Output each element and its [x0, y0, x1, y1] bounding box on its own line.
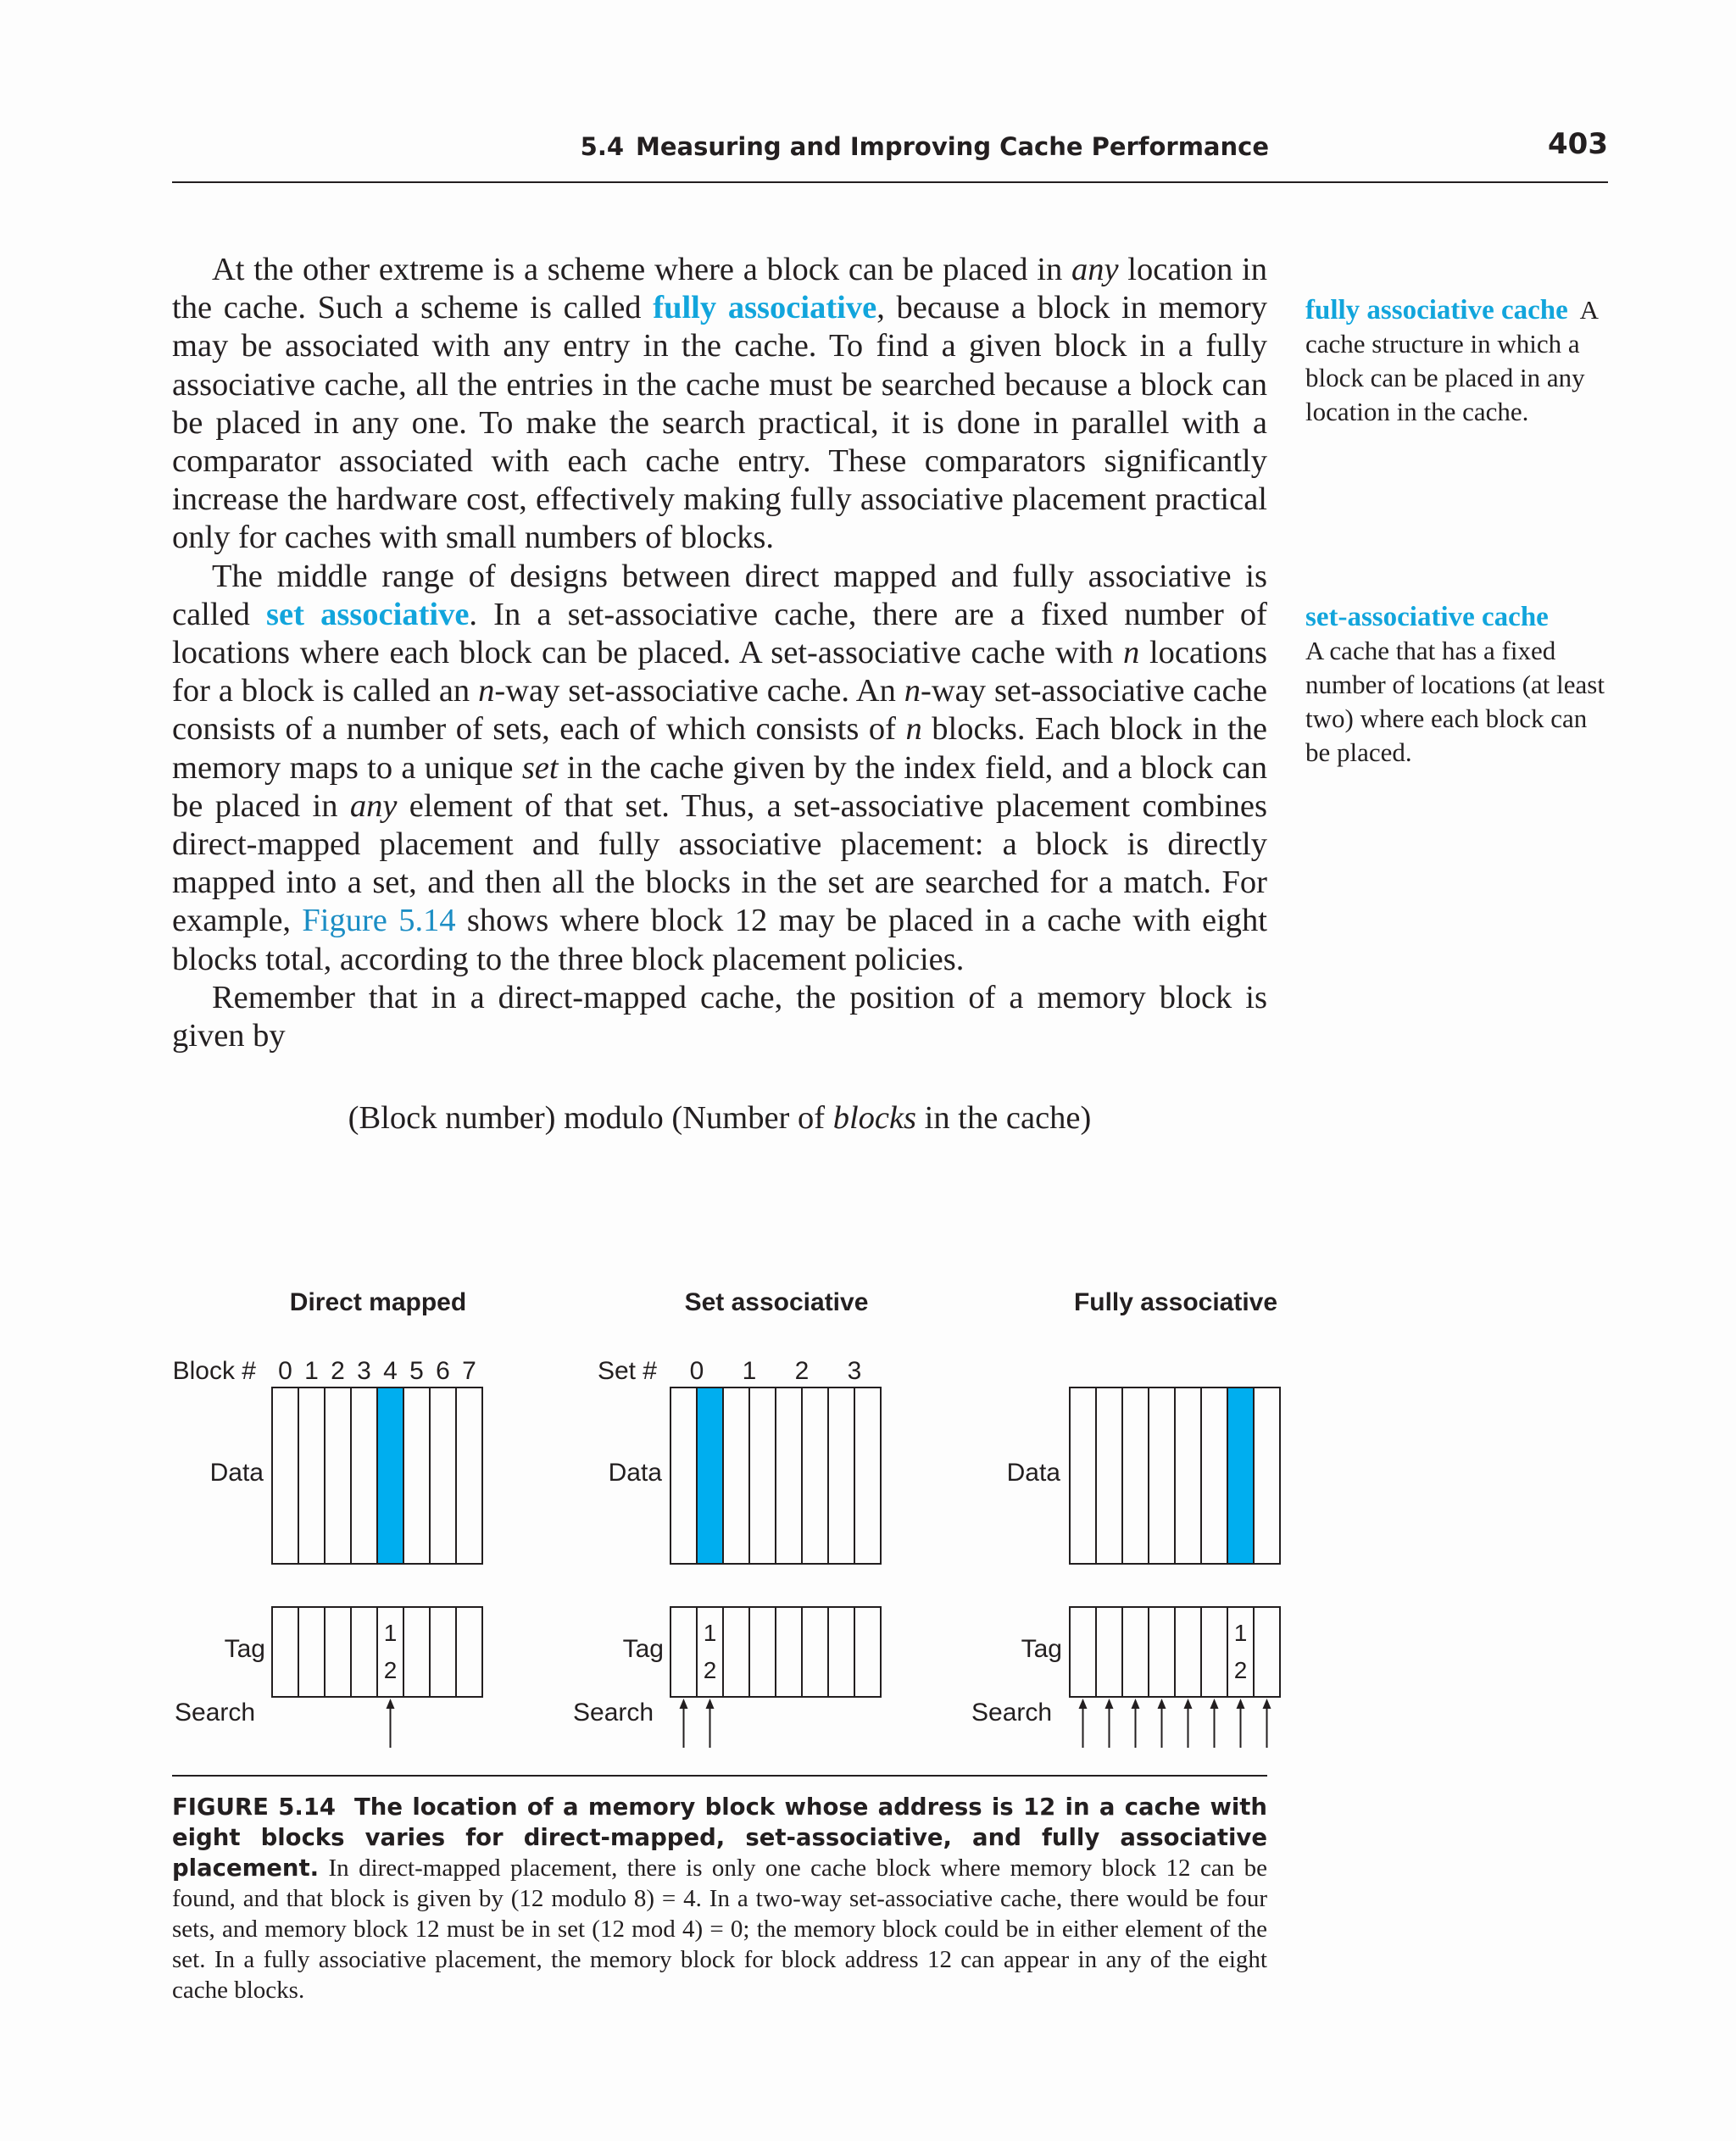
- index-number: 5: [409, 1357, 424, 1385]
- index-number: 4: [383, 1357, 398, 1385]
- search-arrow-head: [1210, 1699, 1219, 1709]
- paragraph-1: [172, 251, 1267, 558]
- data-label: Data: [1006, 1459, 1060, 1487]
- tag-digit: 2: [383, 1657, 398, 1683]
- paragraph-3: [172, 979, 1267, 1055]
- text-run: locations for a block is called an: [172, 635, 1267, 709]
- tag-label: Tag: [1021, 1635, 1062, 1663]
- header-section-number: 5.4: [580, 132, 625, 161]
- data-label: Data: [209, 1459, 264, 1487]
- search-label: Search: [971, 1699, 1053, 1727]
- glossary-term: set-associative cache: [1305, 602, 1549, 632]
- caption-label: FIGURE 5.14: [172, 1793, 337, 1821]
- search-arrow-head: [1105, 1699, 1114, 1709]
- data-label: Data: [608, 1459, 662, 1487]
- text-run: in the cache): [916, 1100, 1092, 1137]
- index-number: 3: [357, 1357, 371, 1385]
- search-arrow-head: [706, 1699, 715, 1709]
- tag-digit: 1: [383, 1620, 398, 1646]
- highlighted-block: [697, 1387, 723, 1564]
- body-text: [172, 251, 1267, 1137]
- search-label: Search: [573, 1699, 654, 1727]
- paragraph-2: [172, 558, 1267, 979]
- running-header: [172, 127, 1608, 183]
- search-label: Search: [175, 1699, 256, 1727]
- caption-bold-text: The location of a memory block whose address is 12 in a cache with eight blocks varies for direct-mapped, set-associative, and fully associative placement.: [172, 1793, 1267, 1882]
- text-run: (Block number) modulo (Number of: [348, 1100, 833, 1137]
- caption-text: In direct-mapped placement, there is only one cache block where memory block 12 can be found, and that block is given by (12 modulo 8) = 4. In a two-way set-associative cache, there would be four sets, and memory block 12 must be in set (12 mod 4) = 0; the memory block could be in either element of the set. In a fully associative placement, the memory block for block address 12 can appear in any of the eight cache blocks.: [172, 1855, 1267, 2004]
- text-run: -way set-associative cache consists of a number of sets, each of which consists of: [172, 673, 1267, 748]
- math-n: n: [1123, 635, 1140, 671]
- search-arrow-head: [1158, 1699, 1166, 1709]
- text-run: location in the cache. Such a scheme is called: [172, 252, 1267, 326]
- math-n: n: [478, 673, 495, 709]
- glossary-entry-fully-associative: [1305, 293, 1611, 429]
- tag-digit: 2: [1233, 1657, 1248, 1683]
- emphasis: any: [349, 787, 398, 824]
- index-number: 7: [462, 1357, 476, 1385]
- search-arrow-head: [387, 1699, 395, 1709]
- index-label: Block #: [172, 1357, 256, 1385]
- figure-reference-link[interactable]: Figure 5.14: [302, 903, 456, 939]
- tag-label: Tag: [622, 1635, 664, 1663]
- emphasis: any: [1071, 252, 1119, 287]
- index-number: 3: [847, 1357, 862, 1385]
- figure-caption: [172, 1775, 1267, 2005]
- header-section-title: Measuring and Improving Cache Performance: [636, 132, 1269, 161]
- text-run: At the other extreme is a scheme where a block can be placed in: [212, 252, 1071, 287]
- text-run: in the cache given by the index field, and a block can be placed in: [172, 749, 1267, 824]
- panel-title: Direct mapped: [289, 1288, 467, 1316]
- text-run: shows where block 12 may be placed in a cache with eight blocks total, according to the three block placement policies.: [172, 903, 1267, 977]
- math-n: n: [904, 673, 921, 709]
- text-run: . In a set-associative cache, there are a fixed number of locations where each block can be placed. A set-associative cache with: [172, 596, 1267, 671]
- tag-digit: 2: [703, 1657, 717, 1683]
- index-number: 1: [742, 1357, 757, 1385]
- search-arrow-head: [1132, 1699, 1140, 1709]
- text-run: Remember that in a direct-mapped cache, the position of a memory block is given by: [172, 979, 1267, 1054]
- index-number: 1: [304, 1357, 319, 1385]
- text-run: element of that set. Thus, a set-associative placement combines direct-mapped placement and fully associative placement: a block is directly mapped into a set, and then all the blocks in the set are searched for a match. For example,: [172, 787, 1268, 939]
- search-arrow-head: [1237, 1699, 1245, 1709]
- glossary-definition: A cache structure in which a block can be placed in any location in the cache.: [1305, 295, 1598, 426]
- text-run: blocks. Each block in the memory maps to a unique: [172, 711, 1267, 786]
- cache-placement-diagram: [0, 1263, 1736, 1755]
- text-run: -way set-associative cache. An: [494, 673, 904, 709]
- panel-title: Fully associative: [1073, 1288, 1278, 1316]
- text-run: , because a block in memory may be associated with any entry in the cache. To find a given block in a fully associative cache, all the entries in the cache must be searched because a block can be placed in any one. To make the search practical, it is done in parallel with a comparator associated with each cache entry. These comparators significantly increase the hardware cost, effectively making fully associative placement practical only for caches with small numbers of blocks.: [172, 290, 1267, 556]
- tag-label: Tag: [224, 1635, 265, 1663]
- header-title: [581, 132, 1269, 161]
- emphasis: blocks: [832, 1100, 917, 1137]
- glossary-definition: A cache that has a fixed number of locations (at least two) where each block can be placed.: [1305, 636, 1605, 767]
- index-number: 6: [436, 1357, 450, 1385]
- index-number: 0: [278, 1357, 292, 1385]
- keyword-set-associative: set associative: [266, 596, 470, 632]
- math-n: n: [905, 711, 922, 748]
- highlighted-block: [377, 1387, 403, 1564]
- page-number: 403: [1548, 127, 1608, 161]
- search-arrow-head: [1079, 1699, 1088, 1709]
- index-number: 2: [794, 1357, 810, 1385]
- panel-title: Set associative: [684, 1288, 869, 1316]
- search-arrow-head: [1184, 1699, 1193, 1709]
- glossary-entry-set-associative: [1305, 600, 1611, 770]
- modulo-formula: [172, 1099, 1267, 1137]
- index-number: 0: [689, 1357, 704, 1385]
- search-arrow-head: [1263, 1699, 1271, 1709]
- glossary-term: fully associative cache: [1305, 295, 1568, 325]
- figure-5-14: [0, 1263, 1736, 1755]
- text-run: The middle range of designs between direct mapped and fully associative is called: [172, 558, 1267, 632]
- tag-digit: 1: [1233, 1620, 1248, 1646]
- index-number: 2: [331, 1357, 345, 1385]
- highlighted-block: [1227, 1387, 1254, 1564]
- search-arrow-head: [680, 1699, 688, 1709]
- tag-digit: 1: [703, 1620, 717, 1646]
- emphasis: set: [521, 749, 559, 786]
- index-label: Set #: [597, 1357, 657, 1385]
- keyword-fully-associative: fully associative: [653, 290, 877, 326]
